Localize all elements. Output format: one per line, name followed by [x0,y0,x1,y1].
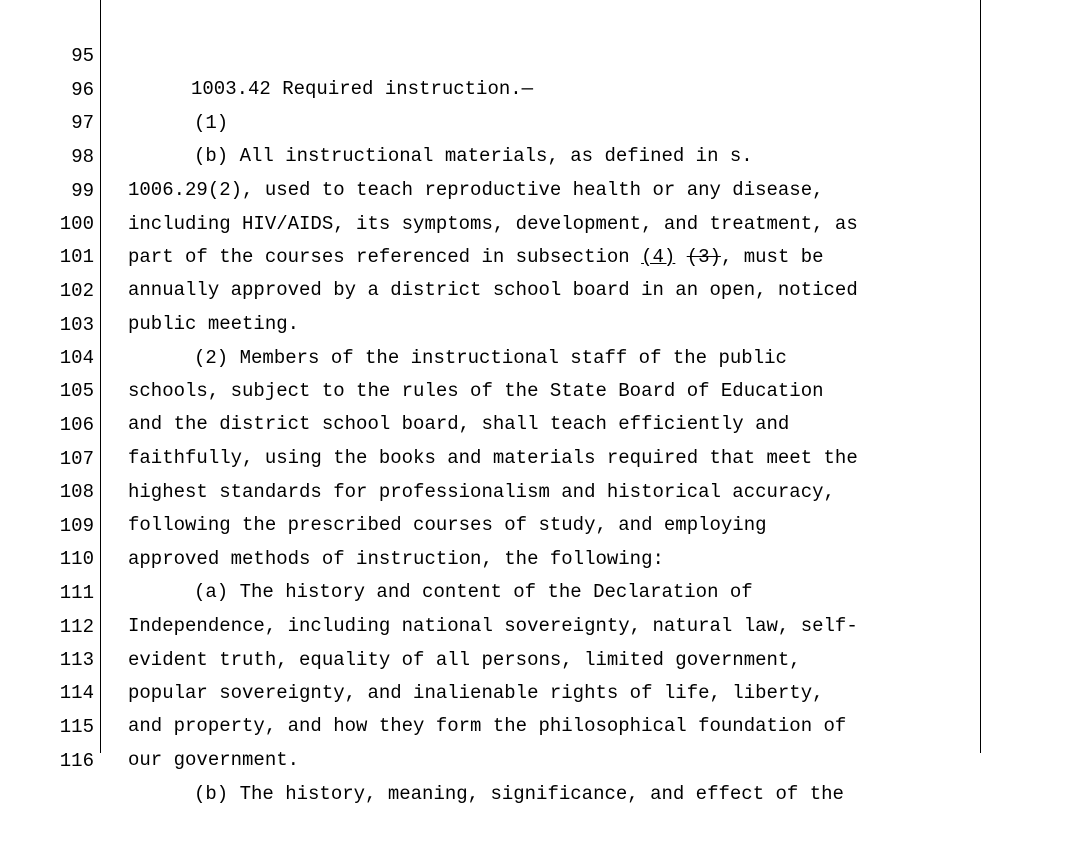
line-number: 99 [71,180,94,202]
line-text: 1003.42 Required instruction.— [191,78,534,100]
line-number-divider [100,0,101,753]
line-number: 104 [59,347,94,369]
line-text: including HIV/AIDS, its symptoms, development, and treatment, as [128,213,858,235]
right-margin-rule [980,0,981,753]
line-text: public meeting. [128,313,300,335]
line-number: 108 [59,481,94,503]
line-number: 103 [59,314,94,336]
line-number: 115 [59,716,94,738]
line-number: 102 [59,280,94,302]
line-text-after: , must be [720,246,824,268]
line-number: 107 [59,448,94,470]
line-number: 113 [59,649,94,671]
line-text: and property, and how they form the philosophical foundation of [128,715,847,737]
line-number: 109 [59,515,94,537]
line-text: approved methods of instruction, the following: [128,548,664,570]
line-number: 95 [71,45,94,67]
line-text: evident truth, equality of all persons, limited government, [128,649,801,671]
line-text: schools, subject to the rules of the State Board of Education [128,380,824,402]
line-text: (2) Members of the instructional staff of the public [194,347,787,369]
line-number: 100 [59,213,94,235]
line-text: and the district school board, shall teach efficiently and [128,413,790,435]
line-text: popular sovereignty, and inalienable rights of life, liberty, [128,682,824,704]
line-text: faithfully, using the books and materials required that meet the [128,447,858,469]
line-number: 97 [71,112,94,134]
line-text: (1) [194,112,229,134]
line-text: our government. [128,749,300,771]
line-text: (a) The history and content of the Declaration of [194,581,753,603]
line-text: annually approved by a district school board in an open, noticed [128,279,858,301]
line-text: following the prescribed courses of study, and employing [128,514,767,536]
line-gap [675,246,686,268]
line-number: 98 [71,146,94,168]
line-number: 112 [59,616,94,638]
line-number: 96 [71,79,94,101]
deleted-text: (3) [686,246,721,268]
line-number: 116 [59,750,94,772]
line-number: 110 [59,548,94,570]
line-text: Independence, including national sovereignty, natural law, self- [128,615,858,637]
line-text: 1006.29(2), used to teach reproductive health or any disease, [128,179,824,201]
line-text-before: part of the courses referenced in subsection [128,246,642,268]
line-number: 114 [59,682,94,704]
line-number: 101 [59,246,94,268]
line-number: 105 [59,380,94,402]
line-text: (b) The history, meaning, significance, and effect of the [194,783,844,805]
line-text: highest standards for professionalism and historical accuracy, [128,481,835,503]
line-number: 106 [59,414,94,436]
line-text [128,241,824,274]
line-text: (b) All instructional materials, as defined in s. [194,145,753,167]
inserted-text: (4) [641,246,676,268]
line-number: 111 [59,582,94,604]
